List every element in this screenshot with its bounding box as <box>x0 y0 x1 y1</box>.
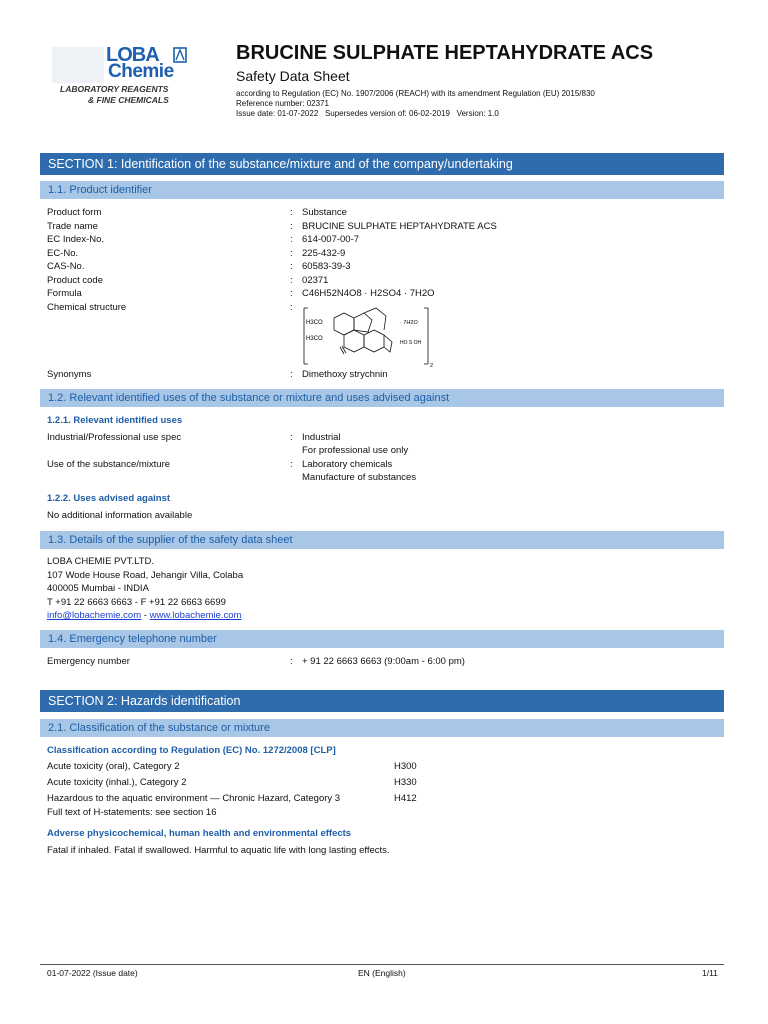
issue-info: Issue date: 01-07-2022 Supersedes version of: 06-02-2019 Version: 1.0 <box>236 109 499 118</box>
adverse-effects-title: Adverse physicochemical, human health and environmental effects <box>47 828 352 839</box>
row-colon: : <box>290 288 293 299</box>
hazard-code: H300 <box>394 761 417 772</box>
document-title: BRUCINE SULPHATE HEPTAHYDRATE ACS <box>236 42 654 64</box>
email-link[interactable]: info@lobachemie.com <box>47 610 142 621</box>
supplier-line: 107 Wode House Road, Jehangir Villa, Colaba <box>47 570 244 581</box>
row-label: Formula <box>47 288 82 299</box>
row-colon: : <box>290 369 293 380</box>
row-colon: : <box>290 432 293 443</box>
structure-label: H3CO <box>306 336 323 342</box>
subsection-2-1-header: 2.1. Classification of the substance or mixture <box>40 719 724 737</box>
footer-language: EN (English) <box>358 968 406 978</box>
row-colon: : <box>290 302 293 313</box>
row-colon: : <box>290 261 293 272</box>
subsection-1-2-2-title: 1.2.2. Uses advised against <box>47 493 171 504</box>
use-spec-value: For professional use only <box>302 445 409 456</box>
row-label: EC-No. <box>47 248 79 259</box>
advised-against-text: No additional information available <box>47 510 193 521</box>
use-value: Laboratory chemicals <box>302 459 393 470</box>
row-label: CAS-No. <box>47 261 85 272</box>
synonyms-label: Synonyms <box>47 369 92 380</box>
row-value: 614-007-00-7 <box>302 234 360 245</box>
use-value: Manufacture of substances <box>302 472 417 483</box>
use-label: Use of the substance/mixture <box>47 459 171 470</box>
footer-divider <box>40 964 724 965</box>
hazard-code: H330 <box>394 777 417 788</box>
row-colon: : <box>290 275 293 286</box>
logo-tagline-1: LABORATORY REAGENTS <box>60 84 169 94</box>
structure-label: HO S OH <box>400 340 422 346</box>
full-text-note: Full text of H-statements: see section 16 <box>47 807 217 818</box>
row-label: EC Index-No. <box>47 234 105 245</box>
subsection-1-3-header: 1.3. Details of the supplier of the safety data sheet <box>40 531 724 549</box>
use-spec-value: Industrial <box>302 432 341 443</box>
row-colon: : <box>290 234 293 245</box>
structure-label: · 7H2O <box>400 320 418 326</box>
row-colon: : <box>290 656 293 667</box>
row-value: Substance <box>302 207 347 218</box>
hazard-code: H412 <box>394 793 417 804</box>
row-value: 60583-39-3 <box>302 261 351 272</box>
supplier-line: 400005 Mumbai - INDIA <box>47 583 149 594</box>
row-label: Chemical structure <box>47 302 127 313</box>
subsection-1-4-header: 1.4. Emergency telephone number <box>40 630 724 648</box>
clp-classification-title: Classification according to Regulation (EC) No. 1272/2008 [CLP] <box>47 745 336 756</box>
regulation-text: according to Regulation (EC) No. 1907/2006 (REACH) with its amendment Regulation (EU) 2015/830 <box>236 89 595 98</box>
hazard-label: Acute toxicity (oral), Category 2 <box>47 761 180 772</box>
row-value: 02371 <box>302 275 329 286</box>
row-colon: : <box>290 248 293 259</box>
supplier-line: T +91 22 6663 6663 - F +91 22 6663 6699 <box>47 597 226 608</box>
emergency-value: + 91 22 6663 6663 (9:00am - 6:00 pm) <box>302 656 465 667</box>
row-label: Product form <box>47 207 102 218</box>
hazard-label: Hazardous to the aquatic environment — Chronic Hazard, Category 3 <box>47 793 341 804</box>
structure-label: H3CO <box>306 320 323 326</box>
row-value: BRUCINE SULPHATE HEPTAHYDRATE ACS <box>302 221 497 232</box>
subsection-1-2-header: 1.2. Relevant identified uses of the substance or mixture and uses advised against <box>40 389 724 407</box>
hazard-label: Acute toxicity (inhal.), Category 2 <box>47 777 187 788</box>
supplier-line: LOBA CHEMIE PVT.LTD. <box>47 556 154 567</box>
logo-text-chemie: Chemie <box>108 61 174 82</box>
subsection-1-2-1-title: 1.2.1. Relevant identified uses <box>47 415 183 426</box>
footer-date: 01-07-2022 (Issue date) <box>47 968 138 978</box>
use-spec-label: Industrial/Professional use spec <box>47 432 182 443</box>
website-link[interactable]: www.lobachemie.com <box>149 610 242 621</box>
row-value: 225-432-9 <box>302 248 346 259</box>
supplier-contact-line <box>47 610 241 621</box>
section-1-header: SECTION 1: Identification of the substance/mixture and of the company/undertaking <box>40 153 724 175</box>
row-value: C46H52N4O8 · H2SO4 · 7H2O <box>302 288 435 299</box>
adverse-effects-text: Fatal if inhaled. Fatal if swallowed. Harmful to aquatic life with long lasting effects. <box>47 845 390 856</box>
logo-text-loba: LOBA <box>106 44 159 66</box>
row-colon: : <box>290 459 293 470</box>
section-2-header: SECTION 2: Hazards identification <box>40 690 724 712</box>
emergency-label: Emergency number <box>47 656 130 667</box>
subsection-1-1-header: 1.1. Product identifier <box>40 181 724 199</box>
contact-separator: - <box>141 610 150 621</box>
row-label: Product code <box>47 275 103 286</box>
row-colon: : <box>290 221 293 232</box>
row-colon: : <box>290 207 293 218</box>
logo-tagline-2: & FINE CHEMICALS <box>88 95 169 105</box>
reference-number: Reference number: 02371 <box>236 99 329 108</box>
footer-page-number: 1/11 <box>702 968 718 978</box>
synonyms-value: Dimethoxy strychnin <box>302 369 388 380</box>
structure-label: 2 <box>430 363 434 369</box>
document-subtitle: Safety Data Sheet <box>236 68 350 84</box>
row-label: Trade name <box>47 221 98 232</box>
chemical-structure-image <box>300 304 440 370</box>
